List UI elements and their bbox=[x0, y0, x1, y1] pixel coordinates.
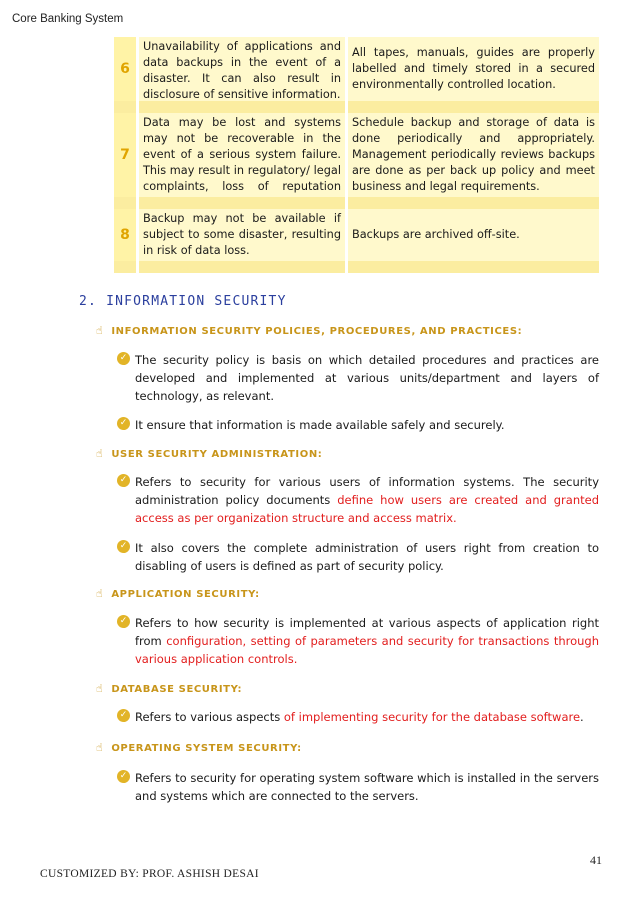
bullet-item: ✓ Refers to security for operating system software which is installed in the servers and systems which are connected to the servers. bbox=[117, 769, 599, 805]
bullet-item: ✓ Refers to security for various users of information systems. The security administration policy documents define how users are created and granted access as per organization structure and access matrix. bbox=[117, 473, 599, 527]
check-circle-icon: ✓ bbox=[117, 474, 130, 487]
subsection-heading: ☝ APPLICATION SECURITY: bbox=[96, 587, 260, 600]
check-circle-icon: ✓ bbox=[117, 417, 130, 430]
row-number: 6 bbox=[114, 37, 136, 101]
check-circle-icon: ✓ bbox=[117, 615, 130, 628]
document-header: Core Banking System bbox=[12, 13, 124, 25]
check-circle-icon: ✓ bbox=[117, 352, 130, 365]
row-number: 8 bbox=[114, 209, 136, 261]
control-cell: Backups are archived off-site. bbox=[348, 209, 599, 261]
subsection-heading: ☝ DATABASE SECURITY: bbox=[96, 682, 243, 695]
pointing-hand-icon: ☝ bbox=[96, 324, 104, 337]
table-spacer bbox=[114, 261, 604, 273]
check-circle-icon: ✓ bbox=[117, 770, 130, 783]
subsection-heading: ☝ OPERATING SYSTEM SECURITY: bbox=[96, 741, 302, 754]
row-number: 7 bbox=[114, 113, 136, 197]
table-row bbox=[114, 113, 604, 197]
table-row bbox=[114, 209, 604, 261]
pointing-hand-icon: ☝ bbox=[96, 682, 104, 695]
page-number: 41 bbox=[590, 853, 602, 867]
table-spacer bbox=[114, 197, 604, 209]
pointing-hand-icon: ☝ bbox=[96, 587, 104, 600]
section-title: 2. INFORMATION SECURITY bbox=[79, 294, 287, 309]
control-cell: All tapes, manuals, guides are properly labelled and timely stored in a secured environmentally controlled location. bbox=[348, 37, 599, 101]
bullet-item: ✓ Refers to how security is implemented at various aspects of application right from configuration, setting of parameters and security for transactions through various application controls. bbox=[117, 614, 599, 668]
table-row bbox=[114, 37, 604, 101]
pointing-hand-icon: ☝ bbox=[96, 447, 104, 460]
bullet-item: ✓ Refers to various aspects of implementing security for the database software. bbox=[117, 708, 599, 726]
check-circle-icon: ✓ bbox=[117, 540, 130, 553]
table-spacer bbox=[114, 101, 604, 113]
bullet-item: ✓ The security policy is basis on which detailed procedures and practices are developed and implemented at various units/department and layers of technology, as relevant. bbox=[117, 351, 599, 405]
risk-cell: Backup may not be available if subject to some disaster, resulting in risk of data loss. bbox=[139, 209, 345, 261]
risk-cell: Unavailability of applications and data backups in the event of a disaster. It can also result in disclosure of sensitive information. bbox=[139, 37, 345, 101]
pointing-hand-icon: ☝ bbox=[96, 741, 104, 754]
subsection-heading: ☝ USER SECURITY ADMINISTRATION: bbox=[96, 447, 323, 460]
bullet-item: ✓ It ensure that information is made available safely and securely. bbox=[117, 416, 599, 434]
control-cell: Schedule backup and storage of data is done periodically and appropriately. Management periodically reviews backups are done as per back up policy and meet business and legal requirements. bbox=[348, 113, 599, 197]
check-circle-icon: ✓ bbox=[117, 709, 130, 722]
subsection-heading: ☝ INFORMATION SECURITY POLICIES, PROCEDURES, AND PRACTICES: bbox=[96, 324, 523, 337]
bullet-item: ✓ It also covers the complete administration of users right from creation to disabling of users is defined as part of security policy. bbox=[117, 539, 599, 575]
risk-cell: Data may be lost and systems may not be recoverable in the event of a serious system failure. This may result in regulatory/ legal complaints, loss of reputation bbox=[139, 113, 345, 197]
footer-credit: CUSTOMIZED BY: PROF. ASHISH DESAI bbox=[40, 868, 259, 880]
risk-control-table bbox=[114, 37, 604, 273]
